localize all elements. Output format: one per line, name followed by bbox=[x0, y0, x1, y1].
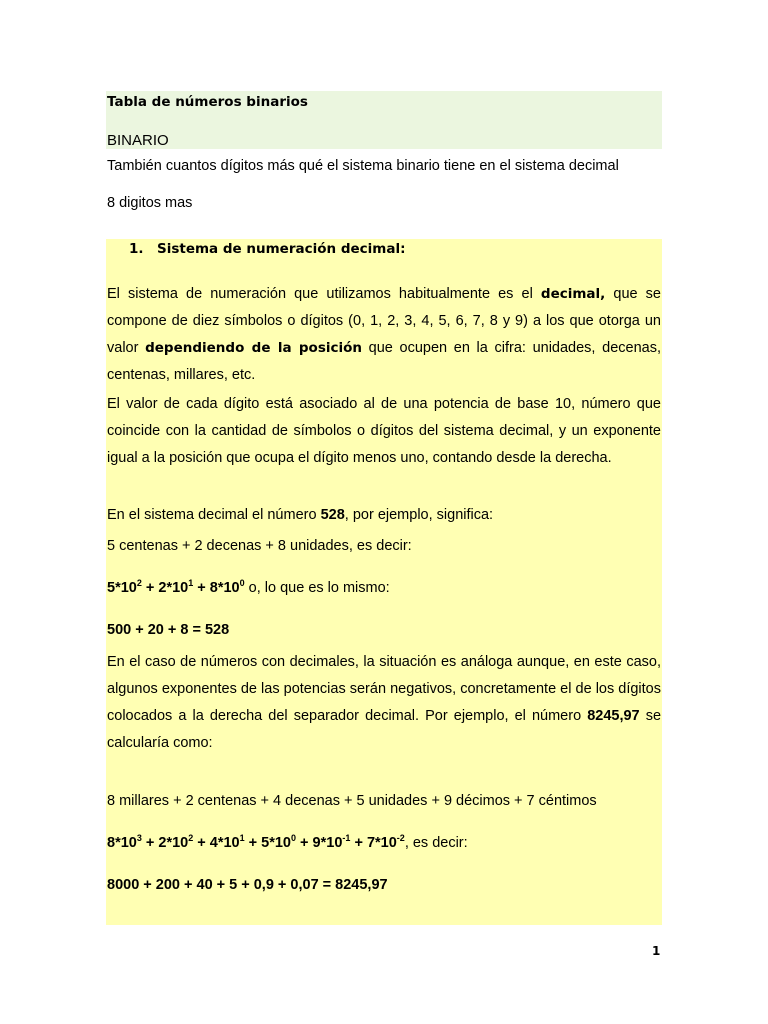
formula-2 bbox=[107, 835, 468, 851]
p5-text-a: En el caso de números con decimales, la situación es análoga aunque, en este caso, algunos exponentes de las potencias serán negativos, concretamente el de los dígitos colocados a la derecha del separador decimal. Por ejemplo, el número bbox=[107, 654, 661, 724]
answer-text: 8 digitos mas bbox=[107, 195, 193, 211]
p3-text-a: En el sistema decimal el número bbox=[107, 507, 321, 523]
p5-bold-number: 8245,97 bbox=[587, 708, 640, 724]
formula-1 bbox=[107, 580, 390, 596]
p1-text-c: que se compone de diez símbolos o dígitos (0, 1, 2, 3, 4, 5, 6, 7, 8 y 9) a los que otorga un valor bbox=[107, 286, 661, 356]
sum-2: 8000 + 200 + 40 + 5 + 0,9 + 0,07 = 8245,97 bbox=[107, 877, 388, 893]
paragraph-5 bbox=[107, 649, 661, 757]
section-heading-text: Sistema de numeración decimal: bbox=[157, 241, 406, 257]
page-number: 1 bbox=[652, 944, 661, 958]
p1-text-e: que ocupen en la cifra: unidades, decenas, centenas, millares, etc. bbox=[107, 340, 661, 383]
paragraph-4: 5 centenas + 2 decenas + 8 unidades, es decir: bbox=[107, 538, 412, 554]
p3-text-c: , por ejemplo, significa: bbox=[344, 507, 494, 523]
sum-1: 500 + 20 + 8 = 528 bbox=[107, 622, 230, 638]
section-number: 1. bbox=[129, 241, 144, 257]
paragraph-2: El valor de cada dígito está asociado al de una potencia de base 10, número que coincide con la cantidad de símbolos o dígitos del sistema decimal, y un exponente igual a la posición que ocupa el dígito menos uno, contando desde la derecha. bbox=[107, 396, 661, 466]
document-title: Tabla de números binarios bbox=[107, 94, 308, 110]
formula1-term-1: $5*10^2 + 2*10^1 + 8*10^0$ bbox=[107, 578, 245, 596]
p1-text-a: El sistema de numeración que utilizamos habitualmente es el bbox=[107, 286, 541, 302]
paragraph-1 bbox=[107, 281, 661, 389]
paragraph-3 bbox=[107, 507, 493, 523]
formula2-terms: $8*10^3 + 2*10^2 + 4*10^1 + 5*10^0 + 9*10^{-1} + 7*10^{-2}$ bbox=[107, 833, 405, 851]
question-text: También cuantos dígitos más qué el sistema binario tiene en el sistema decimal bbox=[107, 158, 619, 174]
formula2-rest: , es decir: bbox=[404, 835, 468, 851]
p3-bold-number: 528 bbox=[320, 507, 345, 523]
p1-bold-posicion: dependiendo de la posición bbox=[145, 340, 363, 356]
binario-label: BINARIO bbox=[107, 132, 169, 149]
p5-text-c: se calcularía como: bbox=[107, 708, 662, 751]
paragraph-6: 8 millares + 2 centenas + 4 decenas + 5 unidades + 9 décimos + 7 céntimos bbox=[107, 793, 597, 809]
formula1-rest: o, lo que es lo mismo: bbox=[244, 580, 390, 596]
p1-bold-decimal: decimal, bbox=[540, 286, 606, 302]
section-heading bbox=[129, 241, 405, 257]
